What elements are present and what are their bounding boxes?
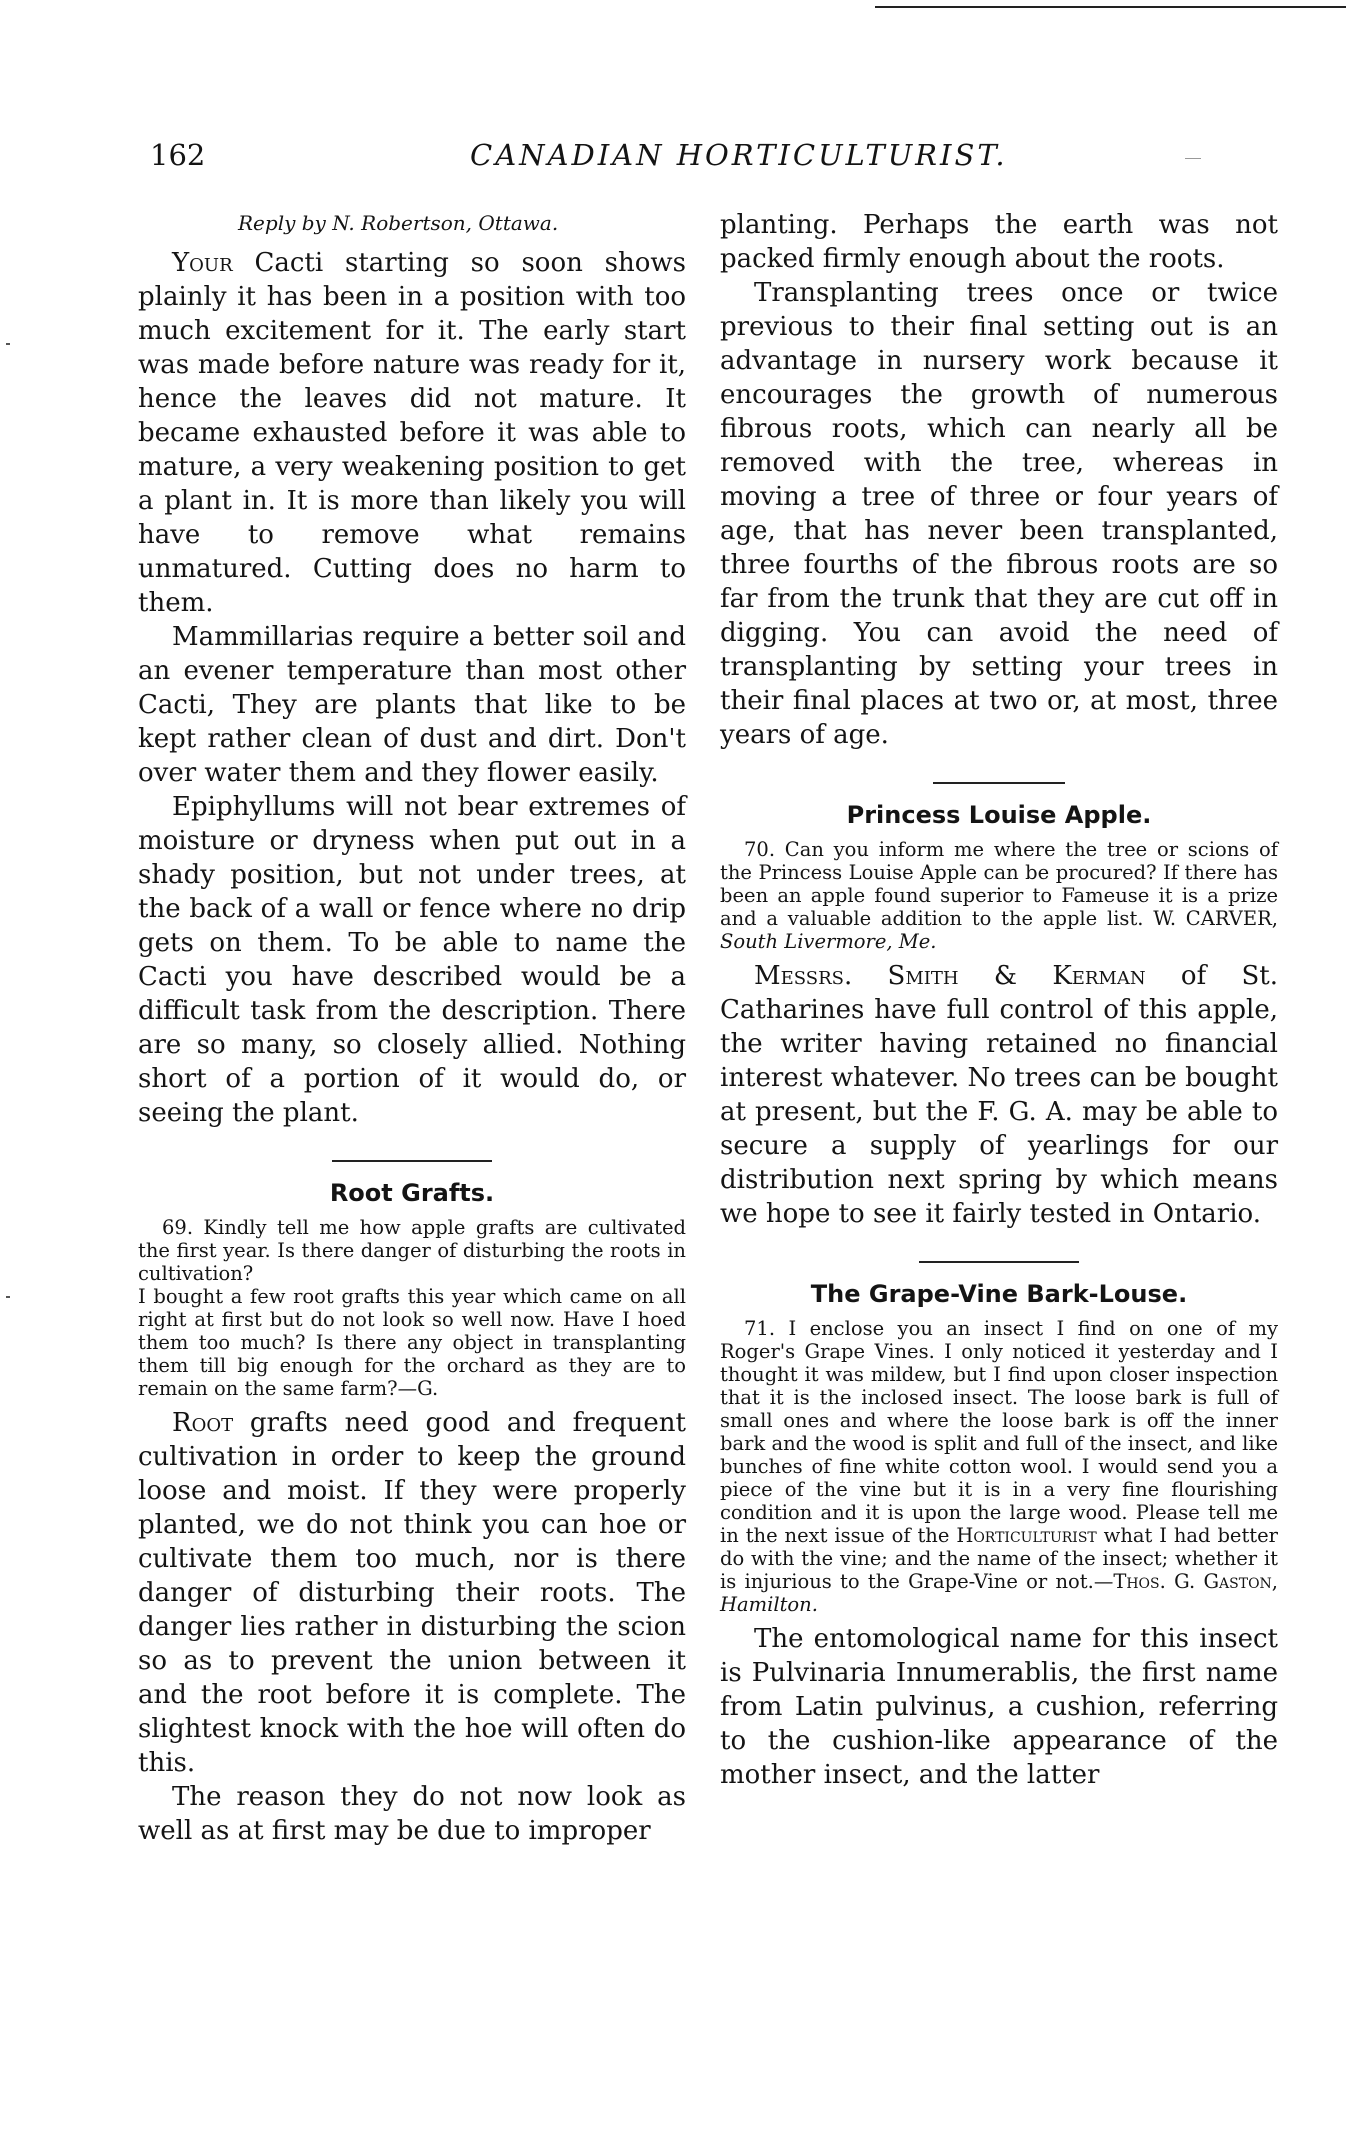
section-rule [933,782,1065,784]
paragraph-lead-word: Your [172,248,233,278]
margin-mark [6,343,10,345]
left-column [138,208,686,1848]
paragraph-text: Cacti starting so soon shows plainly it has been in a position with too much excitement for it. The early start was made before nature was ready for it, hence the leaves did not mature. It became exhausted before it was able to mature, a very weakening position to get a plant in. It is more than likely you will have to remove what remains unmatured. Cutting does no harm to them. [138,248,686,618]
section-rule [332,1160,492,1162]
paragraph-lead-words: Messrs. Smith & Kerman [754,961,1146,991]
letter-text: what I had better do with the vine; and the name of the insect; whether it is injurious to the Grape-Vine or not.— [720,1524,1278,1593]
byline: Reply by N. Robertson, Ottawa. [238,211,559,235]
section-rule [919,1261,1079,1263]
paragraph-epiphyllums: Epiphyllums will not bear extremes of moisture or dryness when put out in a shady position, but not under trees, at the back of a wall or fence where no drip gets on them. To be able to name the Cacti you have described would be a difficult task from the description. There are so many, so closely allied. Nothing short of a portion of it would do, or seeing the plant. [138,792,686,1128]
paragraph-cacti [138,246,686,620]
letter-question-70 [720,838,1278,953]
letter-question-69-cont: I bought a few root grafts this year which came on all right at first but do not look so well now. Have I hoed them too much? Is there any object in transplanting them till big enough for the orchard as they are to remain on the same farm?—G. [138,1285,686,1400]
letter-signature: Thos. G. Gaston, [1113,1570,1278,1593]
letter-text: 71. I enclose you an insect I find on one of my Roger's Grape Vines. I only noticed it yesterday and I thought it was mildew, but I find upon closer inspection that it is the inclosed insect. The loose bark is full of small ones and where the loose bark is off the inner bark and the wood is split and full of the insect, and like bunches of fine white cotton wool. I would send you a piece of the vine but it is in a very fine flourishing condition and it is upon the large wood. Please tell me in the next issue of the [720,1317,1278,1547]
letter-text: 70. Can you inform me where the tree or scions of the Princess Louise Apple can be procured? If there has been an apple found superior to Fameuse it is a prize and a valuable addition to the apple list. W. CARVER, [720,838,1278,930]
paragraph-lead-word: Root [172,1408,234,1438]
section-heading-grape-vine: The Grape-Vine Bark-Louse. [810,1280,1188,1308]
top-border-line [875,6,1346,8]
page-number: 162 [150,138,206,172]
paragraph-text: of St. Catharines have full control of this apple, the writer having retained no financial interest whatever. No trees can be bought at present, but the F. G. A. may be able to secure a supply of yearlings for our distribution next spring by which means we hope to see it fairly tested in Ontario. [720,961,1278,1229]
right-column [720,208,1278,1792]
paragraph-text: grafts need good and frequent cultivation in order to keep the ground loose and moist. If they were properly planted, we do not think you can hoe or cultivate them too much, nor is there danger of disturbing their roots. The danger lies rather in disturbing the scion so as to prevent the union between it and the root before it is complete. The slightest knock with the hoe will often do this. [138,1408,686,1778]
letter-question-69: 69. Kindly tell me how apple grafts are cultivated the first year. Is there danger of disturbing the roots in cultivation? [138,1216,686,1285]
header-dash [1185,158,1201,159]
running-title: CANADIAN HORTICULTURIST. [470,138,1008,172]
section-heading-root-grafts: Root Grafts. [329,1179,495,1207]
margin-mark [6,1296,10,1298]
paragraph-mammillarias: Mammillarias require a better soil and an evener temperature than most other Cacti, They are plants that like to be kept rather clean of dust and dirt. Don't over water them and they flower easily. [138,622,686,788]
paragraph-transplanting: Transplanting trees once or twice previous to their final setting out is an advantage in nursery work because it encourages the growth of numerous fibrous roots, which can nearly all be removed with the tree, whereas in moving a tree of three or four years of age, that has never been transplanted, three fourths of the fibrous roots are so far from the trunk that they are cut off in digging. You can avoid the need of transplanting by setting your trees in their final places at two or, at most, three years of age. [720,278,1278,750]
letter-place: Hamilton. [720,1593,818,1616]
letter-place: South Livermore, Me. [720,930,937,953]
reply-princess-louise [720,959,1278,1231]
section-heading-princess-louise: Princess Louise Apple. [846,801,1152,829]
page-header [150,138,1270,178]
magazine-name: Horticulturist [956,1524,1097,1547]
reply-grape-vine: The entomological name for this insect is Pulvinaria Innumerablis, the first name from Latin pulvinus, a cushion, referring to the cushion-like appearance of the mother insect, and the latter [720,1624,1278,1790]
letter-question-71 [720,1317,1278,1616]
reply-root-grafts-2: The reason they do not now look as well as at first may be due to improper [138,1782,686,1846]
paragraph-continuation: planting. Perhaps the earth was not packed firmly enough about the roots. [720,210,1278,274]
reply-root-grafts [138,1406,686,1780]
